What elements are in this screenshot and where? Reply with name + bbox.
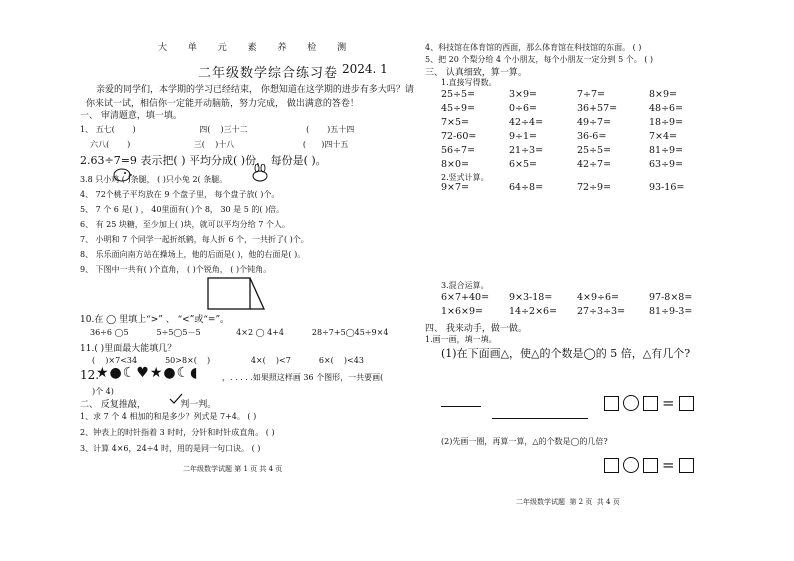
- equals-sign: =: [662, 456, 675, 474]
- question-10: 10.在 ◯ 里填上“>” 、 “<”或“=”。: [80, 315, 230, 325]
- mixed-calc-item: 4×9÷6=: [577, 292, 620, 303]
- direct-calc-item: 36-6=: [577, 131, 607, 142]
- top-title: 大 单 元 素 养 检 测: [158, 43, 356, 53]
- question-12-text: ，. . . . .如果照这样画 36 个图形，一共要画(: [222, 373, 384, 382]
- direct-calc-item: 7÷7=: [577, 89, 606, 100]
- direct-calc-grid: [441, 88, 719, 172]
- question-4: 4、 72个桃子平均放在 9 个盘子里， 每个盘子放( )个。: [80, 190, 280, 199]
- answer-line-long: [492, 418, 588, 419]
- right-page-footer: 二年级数学试题 第 2 页 共 4 页: [516, 498, 620, 506]
- draw-question-1: (1)在下面画△，使△的个数是◯的 5 倍，△有几个?: [441, 347, 691, 360]
- mixed-calc-item: 6×7+40=: [441, 292, 490, 303]
- vertical-calc-item: 93-16=: [649, 182, 685, 193]
- mixed-calc-item: 27÷3÷3=: [577, 306, 626, 317]
- judge-2: 2、钟表上的时针指着 3 时时，分针和时针成直角。 ( ): [80, 428, 275, 437]
- question-2: 2.63÷7=9 表示把( ) 平均分成( )份， 每份是( )。: [80, 154, 327, 167]
- mixed-calc-item: 81÷9-3=: [649, 306, 693, 317]
- direct-calc-item: 25÷5=: [577, 145, 612, 156]
- section-2-heading: 二、 反复推敲， 判一判。: [80, 400, 217, 410]
- direct-calc-item: 42÷4=: [509, 117, 544, 128]
- question-6: 6、 有 25 块糖，至少加上( )块，就可以平均分给 7 个人。: [80, 220, 290, 229]
- operator-circle[interactable]: [623, 395, 639, 411]
- mixed-calc-item: 97-8×8=: [649, 292, 693, 303]
- greeting-line-1: 亲爱的同学们，本学期的学习已经结束， 你想知道在这学期的进步有多大吗？请: [96, 85, 414, 95]
- section-1-heading: 一、 审清题意，填一填。: [80, 111, 182, 121]
- answer-box[interactable]: [679, 458, 694, 473]
- page-title: 二年级数学综合练习卷: [198, 66, 339, 81]
- vertical-calc-heading: 2.竖式计算。: [441, 173, 489, 182]
- rabbit-icon: [250, 164, 270, 182]
- mixed-calc-item: 14÷2×6=: [509, 306, 558, 317]
- direct-calc-item: 8×9=: [649, 89, 678, 100]
- mixed-calc-heading: 3.混合运算。: [441, 281, 489, 290]
- vertical-calc-item: 9×7=: [441, 182, 470, 193]
- left-page-footer: 二年级数学试题 第 1 页 共 4 页: [183, 465, 283, 473]
- question-7: 7、 小明和 7 个同学一起折纸鹤，每人折 6 个，一共折了( )个。: [80, 235, 309, 244]
- question-5: 5、 7 个 6 是( ) ， 40里面有( )个 8， 30 是 5 的( )倍。: [80, 205, 285, 214]
- direct-calc-heading: 1.直接写得数。: [441, 78, 497, 87]
- mixed-calc-item: 1×6×9=: [441, 306, 484, 317]
- direct-calc-item: 72-60=: [441, 131, 477, 142]
- direct-calc-item: 3×9=: [509, 89, 538, 100]
- equation-row-2: [604, 456, 694, 474]
- question-10-items: 36÷6 ◯5 5÷5◯5－5 4×2 ◯ 4+4 28÷7+5◯45÷9×4: [90, 328, 389, 337]
- equation-row-1: [604, 394, 694, 412]
- draw-heading: 1.画一画，填一填。: [425, 335, 497, 344]
- section-3-heading: 三、 认真细致，算一算。: [425, 68, 527, 78]
- question-12-number: 12.: [80, 368, 100, 382]
- direct-calc-item: 42÷7=: [577, 159, 612, 170]
- question-12-tail: )个 4): [92, 387, 114, 396]
- direct-calc-item: 56÷7=: [441, 145, 476, 156]
- direct-calc-item: 6×5=: [509, 159, 538, 170]
- judge-1: 1、求 7 个 4 相加的和是多少？列式是 7+4。 ( ): [80, 412, 257, 421]
- mixed-calc-item: 9×3-18=: [509, 292, 553, 303]
- chick-icon: [112, 166, 132, 182]
- direct-calc-item: 7×4=: [649, 131, 678, 142]
- operator-circle[interactable]: [623, 457, 639, 473]
- draw-question-2: (2)先画一圈，再算一算，△的个数是◯的几倍?: [441, 437, 608, 446]
- vertical-calc-grid: [441, 181, 719, 195]
- question-9: 9、 下图中一共有( )个直角， ( )个锐角， ( )个钝角。: [80, 265, 272, 274]
- direct-calc-item: 36+57=: [577, 103, 618, 114]
- judge-3: 3、计算 4×6，24÷4 时，用的是同一句口诀。 ( ): [80, 444, 261, 453]
- question-1-row-1: 1、 五七( ) 四( )三十二 ( )五十四: [80, 125, 355, 134]
- question-11: 11.( )里面最大能填几？: [80, 344, 177, 354]
- answer-box[interactable]: [643, 458, 658, 473]
- direct-calc-item: 9÷1=: [509, 131, 538, 142]
- greeting-line-2: 你来试一试，相信你一定能开动脑筋，努力完成， 做出满意的答卷！: [86, 99, 359, 109]
- direct-calc-item: 8×0=: [441, 159, 470, 170]
- angle-figure: [206, 276, 268, 312]
- direct-calc-item: 49÷7=: [577, 117, 612, 128]
- question-1-row-2: 六八( ) 三( )十八 ( )四十五: [80, 140, 349, 149]
- direct-calc-item: 21÷3=: [509, 145, 544, 156]
- vertical-calc-item: 64÷8=: [509, 182, 544, 193]
- question-12-symbols: ★●☾♥★●☾◖: [96, 365, 199, 381]
- direct-calc-item: 81÷9=: [649, 145, 684, 156]
- check-mark-icon: [168, 392, 184, 406]
- vertical-calc-item: 72÷9=: [577, 182, 612, 193]
- question-11-items: ( )×7<34 50>8×( ) 4×( )<7 6×( )<43: [92, 356, 364, 365]
- answer-line-short: [441, 406, 481, 407]
- section-4-heading: 四、 我来动手，做一做。: [425, 324, 527, 334]
- judge-4: 4、科技馆在体育馆的西面，那么体育馆在科技馆的东面。 ( ): [425, 43, 642, 52]
- direct-calc-item: 0÷6=: [509, 103, 538, 114]
- direct-calc-item: 18÷9=: [649, 117, 684, 128]
- judge-5: 5、把 20 个梨分给 4 个小朋友，每个小朋友一定分到 5 个。 ( ): [425, 55, 654, 64]
- question-3: 3.8 只小鸡 ( )条腿， ( )只小兔 2( 条腿。: [80, 175, 228, 184]
- answer-box[interactable]: [604, 458, 619, 473]
- direct-calc-item: 48÷6=: [649, 103, 684, 114]
- answer-box[interactable]: [679, 396, 694, 411]
- direct-calc-item: 63÷9=: [649, 159, 684, 170]
- equals-sign: =: [662, 394, 675, 412]
- answer-box[interactable]: [643, 396, 658, 411]
- exam-year: 2024. 1: [342, 62, 388, 76]
- question-8: 8、 乐乐面向南方站在操场上，他的后面是( )，他的右面是( )。: [80, 250, 306, 259]
- mixed-calc-grid: [441, 291, 719, 319]
- direct-calc-item: 7×5=: [441, 117, 470, 128]
- answer-box[interactable]: [604, 396, 619, 411]
- direct-calc-item: 45÷9=: [441, 103, 476, 114]
- direct-calc-item: 25÷5=: [441, 89, 476, 100]
